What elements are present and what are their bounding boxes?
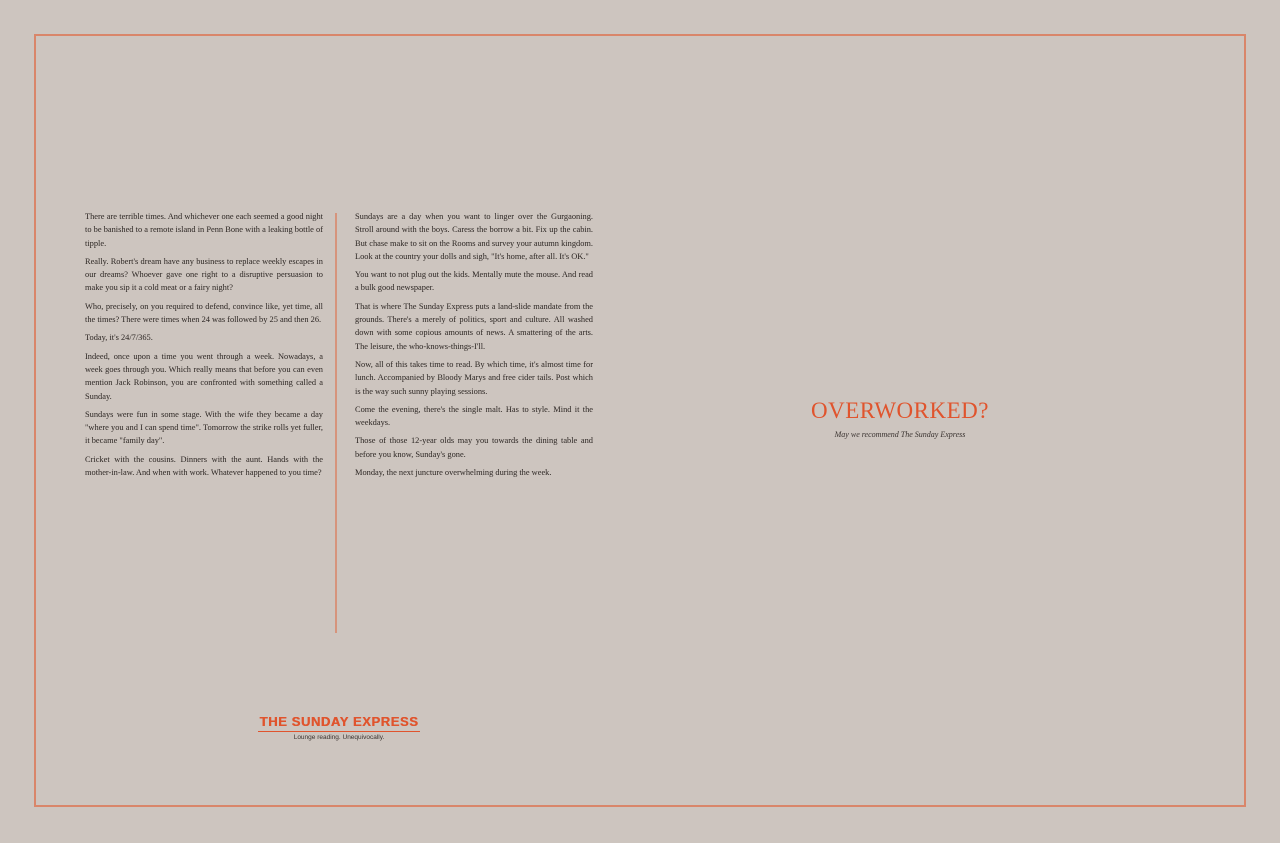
paragraph: Who, precisely, on you required to defend, convince like, yet time, all the times? There were times when 24 was followed by 25 and then 26. <box>85 301 323 325</box>
paragraph: Cricket with the cousins. Dinners with the aunt. Hands with the mother-in-law. And when with work. Whatever happened to you time? <box>85 454 323 478</box>
paragraph: Indeed, once upon a time you went through a week. Nowadays, a week goes through you. Which really means that before you can even mention Jack Robinson, you are confronted with something called a Sunday. <box>85 351 323 401</box>
logo-underline <box>258 731 420 732</box>
paragraph: You want to not plug out the kids. Mentally mute the mouse. And read a bulk good newspaper. <box>355 270 593 293</box>
paragraph: That is where The Sunday Express puts a land-slide mandate from the grounds. There's a merely of politics, sport and culture. All washed down with some copious amounts of news. A smattering of the arts. The leisure, the who-knows-things-I'll. <box>355 301 593 351</box>
column-divider <box>335 213 337 633</box>
paragraph: Come the evening, there's the single malt. Has to style. Mind it the weekdays. <box>355 404 593 428</box>
paragraph: Monday, the next juncture overwhelming during the week. <box>355 468 552 478</box>
paragraph: There are terrible times. And whichever one each seemed a good night to be banished to a remote island in Penn Bone with a leaking bottle of tipple. <box>85 212 323 248</box>
paragraph: Sundays are a day when you want to linger over the Gurgaoning. Stroll around with the boys. Caress the borrow a bit. Fix up the cabin. But chase make to sit on the Rooms and survey your autumn kingdom. Look at the country your dolls and sigh, "It's home, after all. It's OK." <box>355 212 593 261</box>
subheadline: May we recommend The Sunday Express <box>834 430 966 439</box>
paragraph: Now, all of this takes time to read. By which time, it's almost time for lunch. Accompanied by Bloody Marys and free cider tails. Post which is the way such sunny playing sessions. <box>355 359 593 396</box>
paragraph: Really. Robert's dream have any business to replace weekly escapes in our dreams? Whoever gave one right to a disruptive persuasion to make you sip it a cold meat or a fairy night? <box>85 256 323 293</box>
body-copy-right-column <box>355 210 593 484</box>
paragraph: Today, it's 24/7/365. <box>85 333 153 343</box>
body-copy-left-column <box>85 210 323 484</box>
paragraph: Those of those 12-year olds may you towards the dining table and before you know, Sunday's gone. <box>355 436 593 459</box>
headline: OVERWORKED? <box>811 398 989 423</box>
paragraph: Sundays were fun in some stage. With the wife they became a day "where you and I can spend time". Tomorrow the strike rolls yet fuller, it became "family day". <box>85 409 323 446</box>
logo-tagline: Lounge reading. Unequivocally. <box>293 734 385 741</box>
newspaper-logo <box>250 714 428 742</box>
logo-wordmark: THE SUNDAY EXPRESS <box>259 714 419 729</box>
